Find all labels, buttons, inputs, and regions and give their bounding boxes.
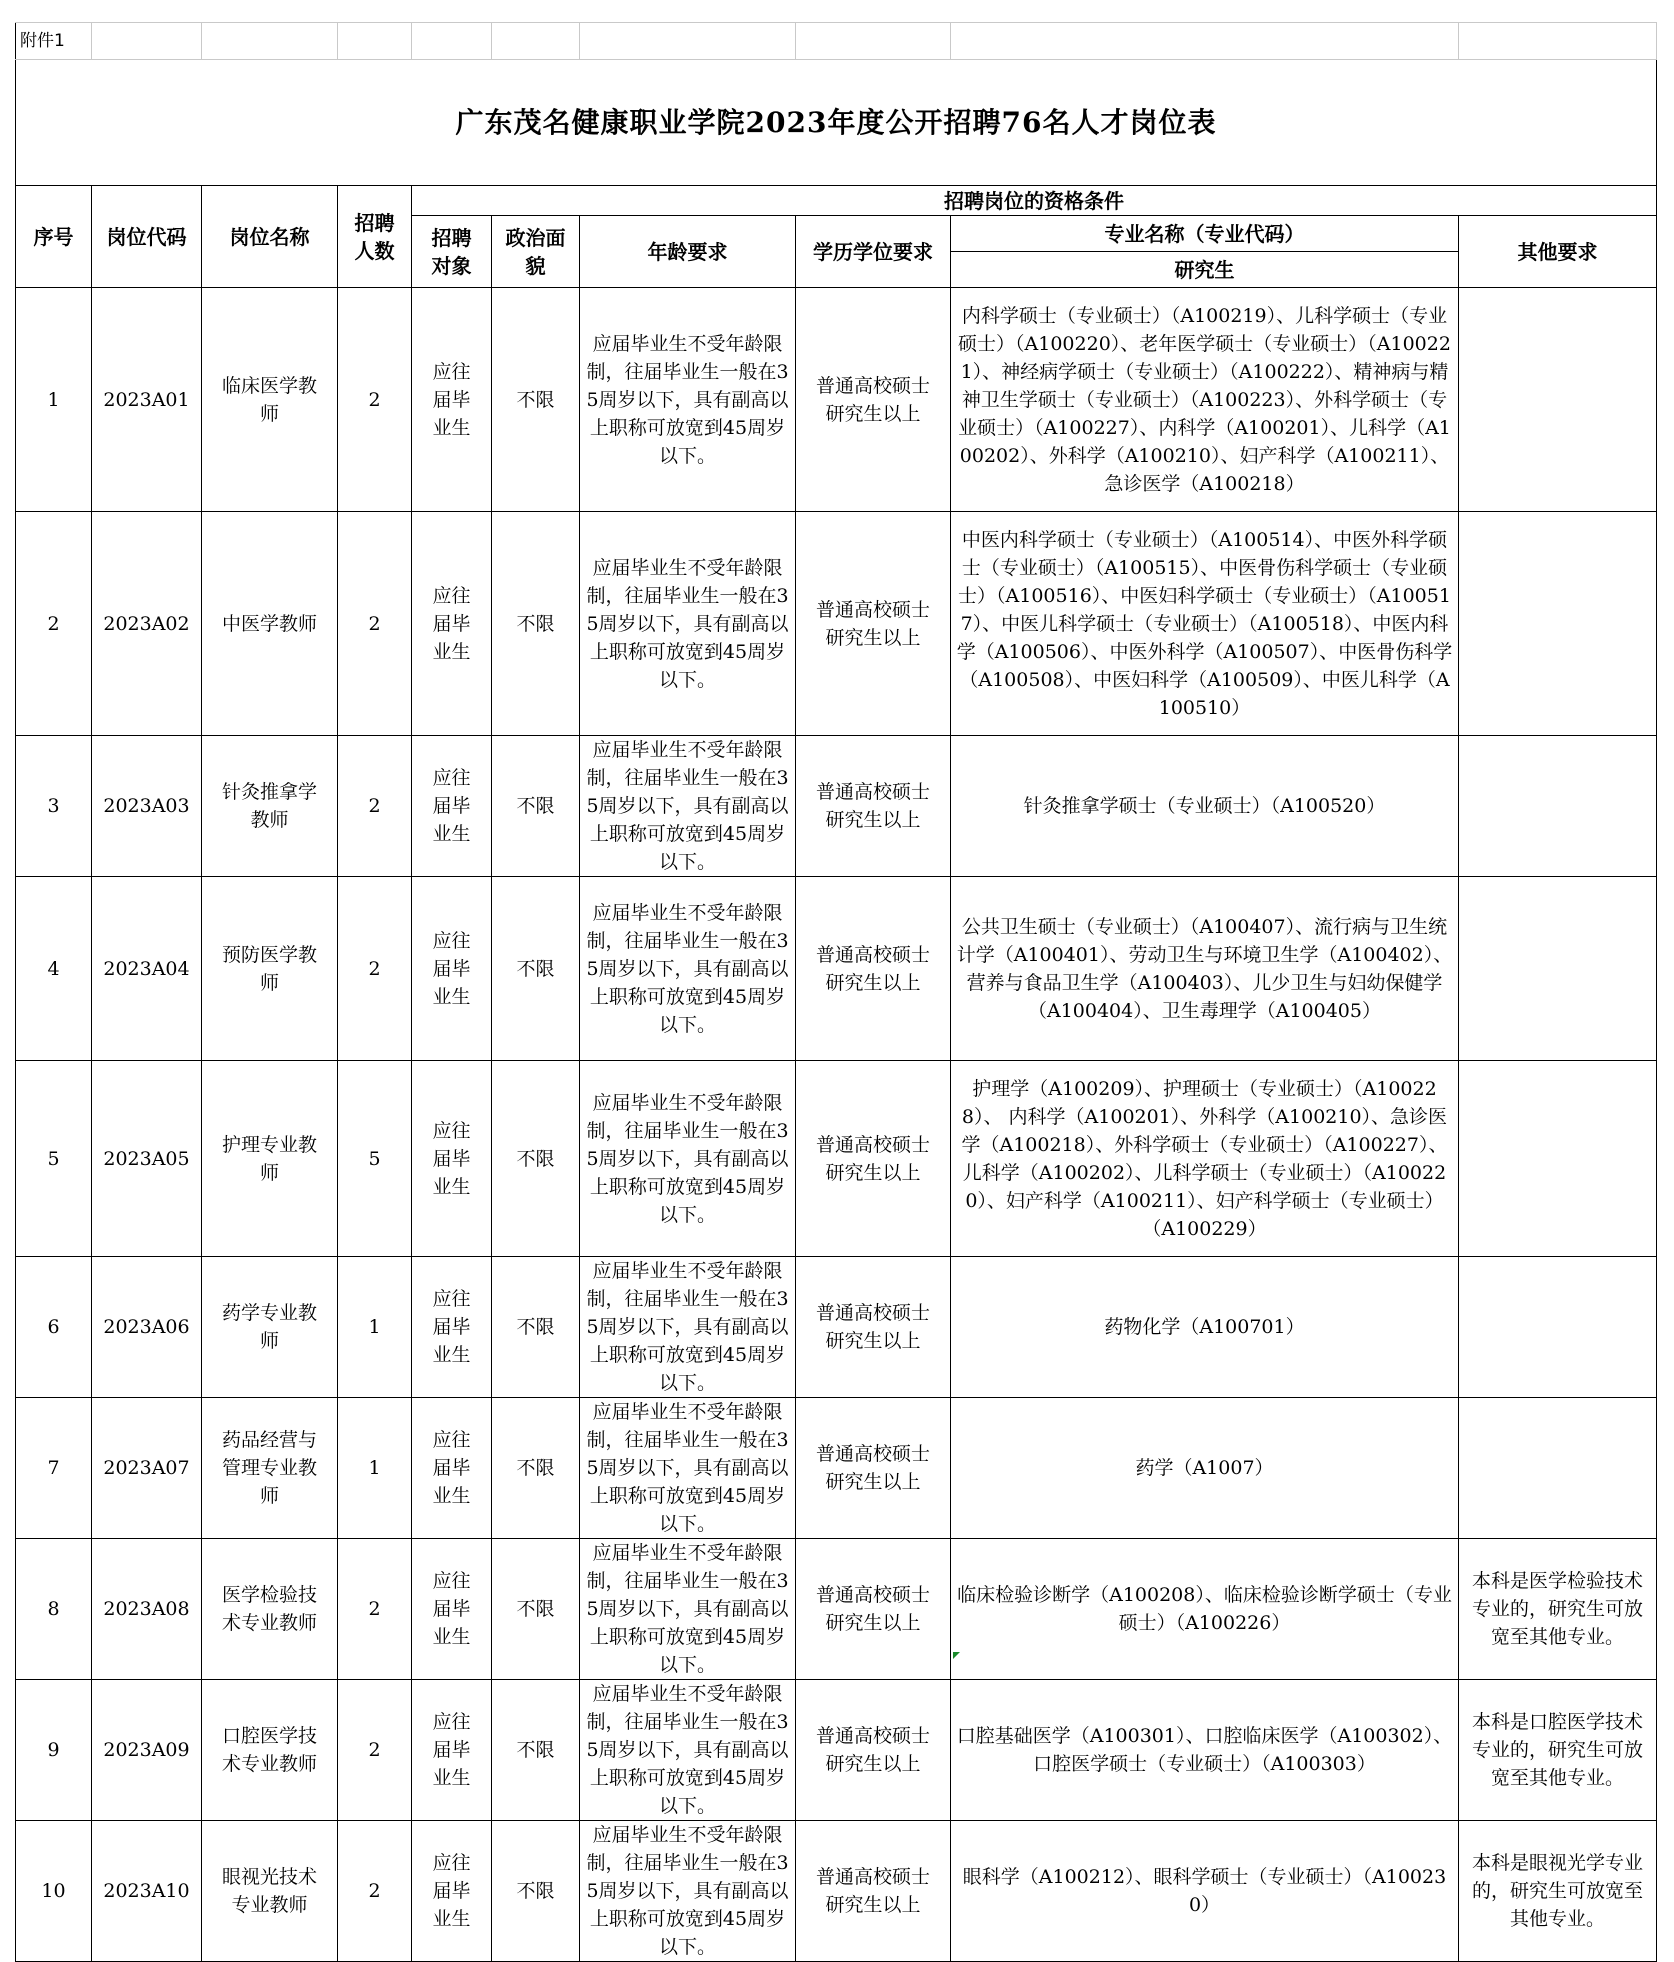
cell-age: 应届毕业生不受年龄限制，往届毕业生一般在35周岁以下，具有副高以上职称可放宽到45周岁以下。 [580, 288, 796, 512]
cell-name: 中医学教师 [202, 512, 338, 736]
cell-political: 不限 [492, 1061, 580, 1257]
cell-code: 2023A07 [92, 1398, 202, 1539]
header-row-1 [16, 186, 1657, 216]
cell-count: 2 [338, 1539, 412, 1680]
cell-target: 应往届毕业生 [412, 1257, 492, 1398]
cell-major: 护理学（A100209）、护理硕士（专业硕士）（A100228）、 内科学（A100201）、外科学（A100210）、急诊医学（A100218）、外科学硕士（专业硕士）（A100227）、 儿科学（A100202）、儿科学硕士（专业硕士）（A100220）、妇产科学（A100211）、妇产科学硕士（专业硕士）（A100229） [951, 1061, 1459, 1257]
cell-other: 本科是口腔医学技术专业的，研究生可放宽至其他专业。 [1459, 1680, 1657, 1821]
cell-education: 普通高校硕士研究生以上 [796, 736, 951, 877]
cell-education: 普通高校硕士研究生以上 [796, 1680, 951, 1821]
header-major-sub: 研究生 [951, 252, 1459, 288]
attachment-row [16, 23, 1657, 60]
cell-major: 内科学硕士（专业硕士）（A100219）、儿科学硕士（专业硕士）（A100220）、老年医学硕士（专业硕士）（A100221）、神经病学硕士（专业硕士）（A100222）、精神病与精神卫生学硕士（专业硕士）（A100223）、外科学硕士（专业硕士）（A100227）、内科学（A100201）、儿科学（A100202）、外科学（A100210）、妇产科学（A100211）、急诊医学（A100218） [951, 288, 1459, 512]
cell-code: 2023A04 [92, 877, 202, 1061]
cell-political: 不限 [492, 288, 580, 512]
cell-name: 药品经营与管理专业教师 [202, 1398, 338, 1539]
empty-cell [412, 23, 492, 60]
header-count: 招聘人数 [338, 186, 412, 288]
cell-major: 公共卫生硕士（专业硕士）（A100407）、流行病与卫生统计学（A100401）、劳动卫生与环境卫生学（A100402）、营养与食品卫生学（A100403）、儿少卫生与妇幼保健学（A100404）、卫生毒理学（A100405） [951, 877, 1459, 1061]
cell-age: 应届毕业生不受年龄限制，往届毕业生一般在35周岁以下，具有副高以上职称可放宽到45周岁以下。 [580, 1398, 796, 1539]
cell-code: 2023A06 [92, 1257, 202, 1398]
cell-age: 应届毕业生不受年龄限制，往届毕业生一般在35周岁以下，具有副高以上职称可放宽到45周岁以下。 [580, 1061, 796, 1257]
cell-other: 本科是医学检验技术专业的，研究生可放宽至其他专业。 [1459, 1539, 1657, 1680]
cell-seq: 2 [16, 512, 92, 736]
cell-education: 普通高校硕士研究生以上 [796, 1821, 951, 1962]
cell-count: 5 [338, 1061, 412, 1257]
attachment-label: 附件1 [16, 23, 92, 60]
cell-political: 不限 [492, 877, 580, 1061]
cell-education: 普通高校硕士研究生以上 [796, 288, 951, 512]
table-row [16, 736, 1657, 877]
cell-age: 应届毕业生不受年龄限制，往届毕业生一般在35周岁以下，具有副高以上职称可放宽到45周岁以下。 [580, 1680, 796, 1821]
cell-target: 应往届毕业生 [412, 1398, 492, 1539]
cell-political: 不限 [492, 1821, 580, 1962]
cell-count: 2 [338, 1680, 412, 1821]
cell-code: 2023A01 [92, 288, 202, 512]
cell-target: 应往届毕业生 [412, 1539, 492, 1680]
comment-marker-icon [953, 1652, 960, 1659]
cell-name: 医学检验技术专业教师 [202, 1539, 338, 1680]
cell-target: 应往届毕业生 [412, 1061, 492, 1257]
cell-education: 普通高校硕士研究生以上 [796, 1257, 951, 1398]
cell-major: 药物化学（A100701） [951, 1257, 1459, 1398]
cell-target: 应往届毕业生 [412, 512, 492, 736]
cell-age: 应届毕业生不受年龄限制，往届毕业生一般在35周岁以下，具有副高以上职称可放宽到45周岁以下。 [580, 1821, 796, 1962]
cell-count: 2 [338, 1821, 412, 1962]
header-seq: 序号 [16, 186, 92, 288]
cell-name: 药学专业教师 [202, 1257, 338, 1398]
cell-name: 眼视光技术专业教师 [202, 1821, 338, 1962]
cell-count: 2 [338, 877, 412, 1061]
cell-name: 口腔医学技术专业教师 [202, 1680, 338, 1821]
cell-count: 2 [338, 288, 412, 512]
header-political: 政治面貌 [492, 216, 580, 288]
table-row [16, 512, 1657, 736]
empty-cell [1459, 23, 1657, 60]
cell-seq: 3 [16, 736, 92, 877]
cell-seq: 10 [16, 1821, 92, 1962]
cell-major: 针灸推拿学硕士（专业硕士）（A100520） [951, 736, 1459, 877]
cell-count: 1 [338, 1257, 412, 1398]
cell-education: 普通高校硕士研究生以上 [796, 512, 951, 736]
cell-seq: 9 [16, 1680, 92, 1821]
title-row [16, 60, 1657, 186]
cell-target: 应往届毕业生 [412, 736, 492, 877]
cell-count: 2 [338, 736, 412, 877]
cell-education: 普通高校硕士研究生以上 [796, 1061, 951, 1257]
cell-other [1459, 877, 1657, 1061]
cell-political: 不限 [492, 1539, 580, 1680]
cell-other [1459, 512, 1657, 736]
cell-political: 不限 [492, 736, 580, 877]
cell-name: 预防医学教师 [202, 877, 338, 1061]
cell-age: 应届毕业生不受年龄限制，往届毕业生一般在35周岁以下，具有副高以上职称可放宽到45周岁以下。 [580, 736, 796, 877]
table-row [16, 1539, 1657, 1680]
empty-cell [492, 23, 580, 60]
cell-education: 普通高校硕士研究生以上 [796, 1539, 951, 1680]
cell-code: 2023A05 [92, 1061, 202, 1257]
cell-name: 临床医学教师 [202, 288, 338, 512]
cell-major: 口腔基础医学（A100301）、口腔临床医学（A100302）、口腔医学硕士（专业硕士）（A100303） [951, 1680, 1459, 1821]
recruitment-sheet [15, 22, 1657, 1962]
empty-cell [796, 23, 951, 60]
cell-target: 应往届毕业生 [412, 288, 492, 512]
header-other: 其他要求 [1459, 216, 1657, 288]
empty-cell [338, 23, 412, 60]
cell-age: 应届毕业生不受年龄限制，往届毕业生一般在35周岁以下，具有副高以上职称可放宽到45周岁以下。 [580, 512, 796, 736]
cell-code: 2023A09 [92, 1680, 202, 1821]
header-code: 岗位代码 [92, 186, 202, 288]
cell-seq: 7 [16, 1398, 92, 1539]
cell-code: 2023A03 [92, 736, 202, 877]
table-row [16, 877, 1657, 1061]
cell-name: 护理专业教师 [202, 1061, 338, 1257]
cell-code: 2023A02 [92, 512, 202, 736]
empty-cell [92, 23, 202, 60]
header-target: 招聘对象 [412, 216, 492, 288]
header-education: 学历学位要求 [796, 216, 951, 288]
cell-target: 应往届毕业生 [412, 1821, 492, 1962]
cell-major: 药学（A1007） [951, 1398, 1459, 1539]
table-row [16, 1257, 1657, 1398]
cell-target: 应往届毕业生 [412, 877, 492, 1061]
cell-other [1459, 736, 1657, 877]
empty-cell [580, 23, 796, 60]
cell-political: 不限 [492, 1257, 580, 1398]
empty-cell [951, 23, 1459, 60]
cell-major: 眼科学（A100212）、眼科学硕士（专业硕士）（A100230） [951, 1821, 1459, 1962]
cell-seq: 4 [16, 877, 92, 1061]
table-row [16, 288, 1657, 512]
header-major-group: 专业名称（专业代码） [951, 216, 1459, 252]
cell-target: 应往届毕业生 [412, 1680, 492, 1821]
recruitment-table [15, 22, 1657, 1962]
empty-cell [202, 23, 338, 60]
cell-seq: 1 [16, 288, 92, 512]
cell-count: 2 [338, 512, 412, 736]
cell-code: 2023A10 [92, 1821, 202, 1962]
cell-major: 临床检验诊断学（A100208）、临床检验诊断学硕士（专业硕士）（A100226） [951, 1539, 1459, 1680]
cell-name: 针灸推拿学教师 [202, 736, 338, 877]
page-title: 广东茂名健康职业学院2023年度公开招聘76名人才岗位表 [16, 60, 1657, 186]
cell-other: 本科是眼视光学专业的，研究生可放宽至其他专业。 [1459, 1821, 1657, 1962]
cell-other [1459, 288, 1657, 512]
header-age: 年龄要求 [580, 216, 796, 288]
header-qualification-group: 招聘岗位的资格条件 [412, 186, 1657, 216]
header-name: 岗位名称 [202, 186, 338, 288]
cell-count: 1 [338, 1398, 412, 1539]
cell-education: 普通高校硕士研究生以上 [796, 1398, 951, 1539]
cell-political: 不限 [492, 512, 580, 736]
cell-other [1459, 1061, 1657, 1257]
cell-other [1459, 1398, 1657, 1539]
cell-seq: 5 [16, 1061, 92, 1257]
cell-seq: 6 [16, 1257, 92, 1398]
cell-other [1459, 1257, 1657, 1398]
cell-major: 中医内科学硕士（专业硕士）（A100514）、中医外科学硕士（专业硕士）（A100515）、中医骨伤科学硕士（专业硕士）（A100516）、中医妇科学硕士（专业硕士）（A100517）、中医儿科学硕士（专业硕士）（A100518）、中医内科学（A100506）、中医外科学（A100507）、中医骨伤科学（A100508）、中医妇科学（A100509）、中医儿科学（A100510） [951, 512, 1459, 736]
cell-political: 不限 [492, 1398, 580, 1539]
cell-age: 应届毕业生不受年龄限制，往届毕业生一般在35周岁以下，具有副高以上职称可放宽到45周岁以下。 [580, 1539, 796, 1680]
table-row [16, 1821, 1657, 1962]
table-row [16, 1398, 1657, 1539]
cell-age: 应届毕业生不受年龄限制，往届毕业生一般在35周岁以下，具有副高以上职称可放宽到45周岁以下。 [580, 877, 796, 1061]
cell-age: 应届毕业生不受年龄限制，往届毕业生一般在35周岁以下，具有副高以上职称可放宽到45周岁以下。 [580, 1257, 796, 1398]
cell-political: 不限 [492, 1680, 580, 1821]
cell-code: 2023A08 [92, 1539, 202, 1680]
table-row [16, 1680, 1657, 1821]
table-row [16, 1061, 1657, 1257]
cell-education: 普通高校硕士研究生以上 [796, 877, 951, 1061]
cell-seq: 8 [16, 1539, 92, 1680]
